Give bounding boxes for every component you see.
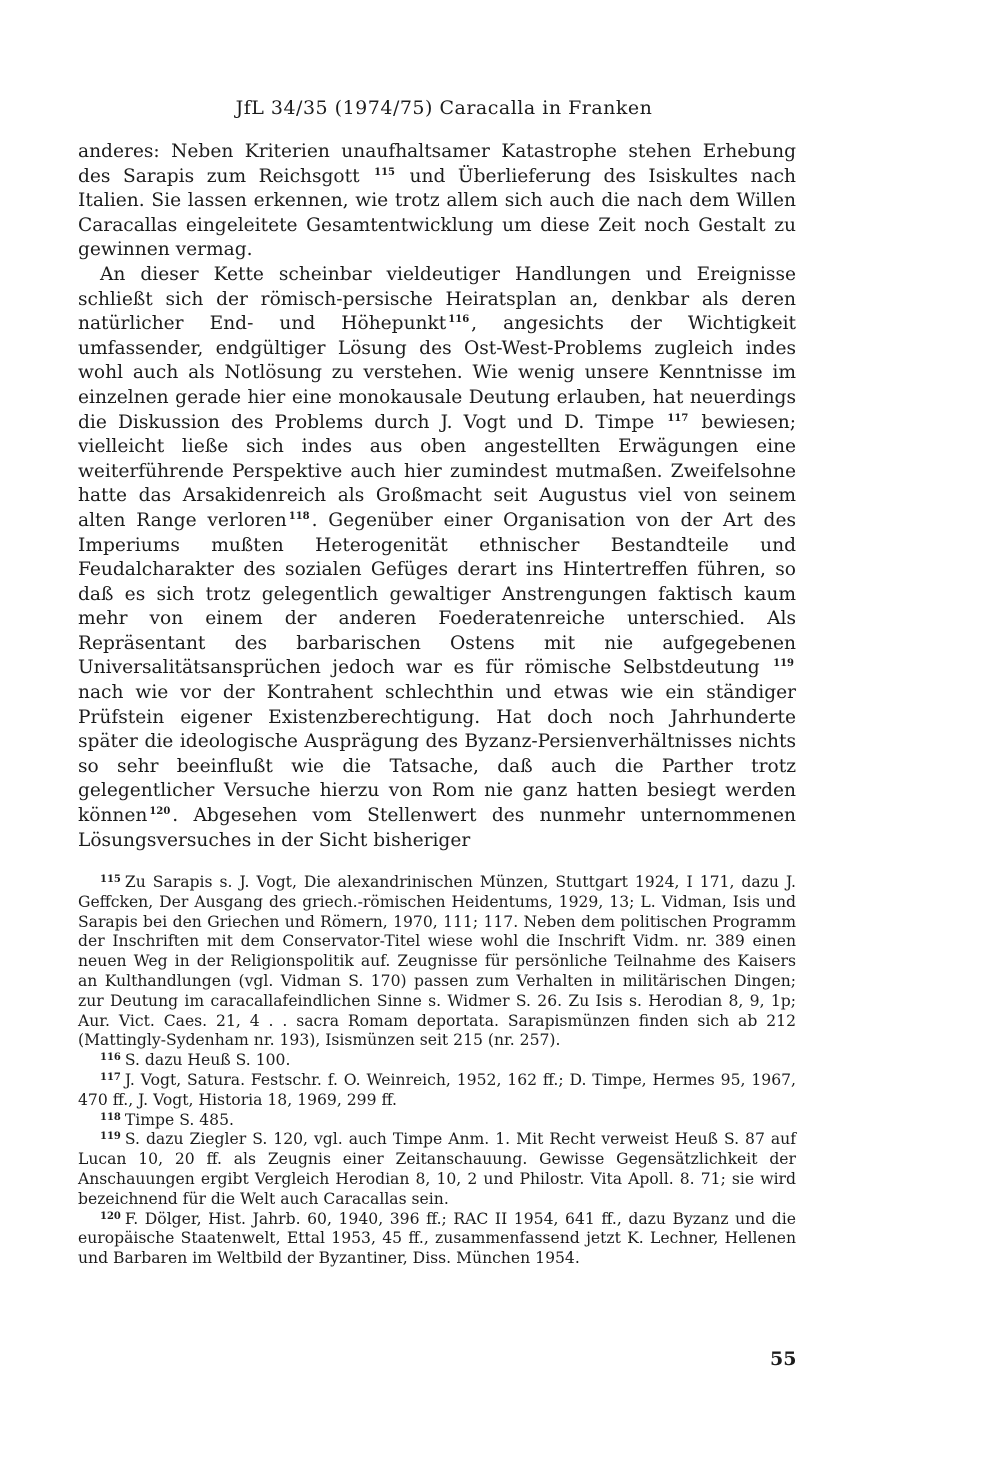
footnote-reference: 120 [149, 806, 171, 818]
footnote-text: S. dazu Ziegler S. 120, vgl. auch Timpe Anm. 1. Mit Recht verweist Heuß S. 87 auf Lucan 10, 20 ff. als Zeugnis einer Zeitanschauung. Gewisse Gegensätzlichkeit der Anschauungen ergibt Vergleich Herodian 8, 10, 2 und Philostr. Vita Apoll. 8. 71; sie wird bezeichnend für die Welt auch Caracallas sein. [78, 1130, 796, 1208]
footnote-number: 117 [100, 1071, 121, 1083]
text-run: An dieser Kette scheinbar vieldeutiger Handlungen und Ereignisse schließt sich der römisch-persische Heiratsplan an, denkbar als deren natürlicher End- und Höhepunkt [78, 263, 796, 335]
text-run: . Gegenüber einer Organisation von der Art des Imperiums mußten Heterogenität ethnischer Bestandteile und Feudalcharakter des sozialen Gefüges derart ins Hintertreffen führen, so daß es sich trotz gelegentlich gewaltiger Anstrengungen faktisch kaum mehr von einem der anderen Foederatenreiche unterschied. Als Repräsentant des barbarischen Ostens mit nie aufgegebenen Universalitätsansprüchen jedoch war es für römische Selbstdeutung [78, 509, 796, 679]
footnote-reference: 119 [773, 658, 794, 670]
footnote-number: 116 [100, 1052, 121, 1064]
footnote [78, 1210, 796, 1269]
footnote [78, 1071, 796, 1111]
footnote-text: F. Dölger, Hist. Jahrb. 60, 1940, 396 ff.; RAC II 1954, 641 ff., dazu Byzanz und die europäische Staatenwelt, Ettal 1953, 45 ff., zusammenfassend jetzt K. Lechner, Hellenen und Barbaren im Weltbild der Byzantiner, Diss. München 1954. [78, 1209, 796, 1268]
footnote-reference: 115 [374, 166, 395, 178]
footnote-text: J. Vogt, Satura. Festschr. f. O. Weinreich, 1952, 162 ff.; D. Timpe, Hermes 95, 1967, 470 ff., J. Vogt, Historia 18, 1969, 299 ff. [78, 1070, 796, 1109]
main-text [78, 140, 796, 853]
footnote [78, 1130, 796, 1209]
text-run: anderes: Neben Kriterien unaufhaltsamer Katastrophe stehen Erhebung des Sarapis zum Reichsgott [78, 141, 796, 187]
paragraph [78, 263, 796, 853]
footnote-reference: 117 [667, 412, 689, 424]
page-number: 55 [770, 1348, 797, 1370]
text-run: . Abgesehen vom Stellenwert des nunmehr unternommenen Lösungsversuches in der Sicht bisheriger [78, 805, 796, 851]
footnote-text: S. dazu Heuß S. 100. [124, 1051, 291, 1070]
footnote-reference: 118 [288, 510, 310, 522]
footnote-reference: 116 [448, 314, 470, 326]
footnote-number: 115 [100, 874, 121, 885]
footnote [78, 1051, 796, 1071]
text-run: und Überlieferung des Isiskultes nach Italien. Sie lassen erkennen, wie trotz allem sich auch die nach dem Willen Caracallas eingeleitete Gesamtentwicklung um diese Zeit noch Gestalt zu gewinnen vermag. [78, 165, 796, 261]
text-run: nach wie vor der Kontrahent schlechthin und etwas wie ein ständiger Prüfstein eigener Existenzberechtigung. Hat doch noch Jahrhunderte später die ideologische Ausprägung des Byzanz-Persienverhältnisses nichts so sehr beeinflußt wie die Tatsache, daß auch die Parther trotz gelegentlicher Versuche hierzu von Rom nie ganz hatten besiegt werden können [78, 682, 796, 827]
running-head: JfL 34/35 (1974/75) Caracalla in Franken [235, 97, 653, 119]
footnote-number: 118 [100, 1111, 121, 1123]
paragraph [78, 140, 796, 263]
text-run: , angesichts der Wichtigkeit umfassender, endgültiger Lösung des Ost-West-Problems zugleich indes wohl auch als Notlösung zu verstehen. Wie wenig unsere Kenntnisse im einzelnen gerade hier eine monokausale Deutung erlauben, hat neuerdings die Diskussion des Problems durch J. Vogt und D. Timpe [78, 313, 796, 433]
footnote [78, 873, 796, 1051]
footnote-text: Zu Sarapis s. J. Vogt, Die alexandrinischen Münzen, Stuttgart 1924, I 171, dazu J. Geffcken, Der Ausgang des griech.-römischen Heidentums, 1929, 13; L. Vidman, Isis und Sarapis bei den Griechen und Römern, 1970, 111; 117. Neben dem politischen Programm der Inschriften mit dem Conservator-Titel wiese wohl die Inschrift Vidm. nr. 389 einen neuen Weg in der Religionspolitik auf. Zeugnisse für persönliche Teilnahme des Kaisers an Kulthandlungen (vgl. Vidman S. 170) passen zum Verhalten in militärischen Dingen; zur Deutung im caracallafeindlichen Sinne s. Widmer S. 26. Zu Isis s. Herodian 8, 9, 1p; Aur. Vict. Caes. 21, 4 . . sacra Romam deportata. Sarapismünzen finden sich ab 212 (Mattingly-Sydenham nr. 193), Isismünzen seit 215 (nr. 257). [78, 873, 796, 1050]
footnote-text: Timpe S. 485. [124, 1110, 234, 1129]
footnotes [78, 873, 796, 1269]
footnote-number: 119 [100, 1131, 121, 1143]
footnote [78, 1111, 796, 1131]
footnote-number: 120 [100, 1210, 121, 1222]
text-run: bewiesen; vielleicht ließe sich indes aus oben angestellten Erwägungen eine weiterführende Perspektive auch hier zumindest mutmaßen. Zweifelsohne hatte das Arsakidenreich als Großmacht seit Augustus viel von seinem alten Range verloren [78, 411, 796, 531]
